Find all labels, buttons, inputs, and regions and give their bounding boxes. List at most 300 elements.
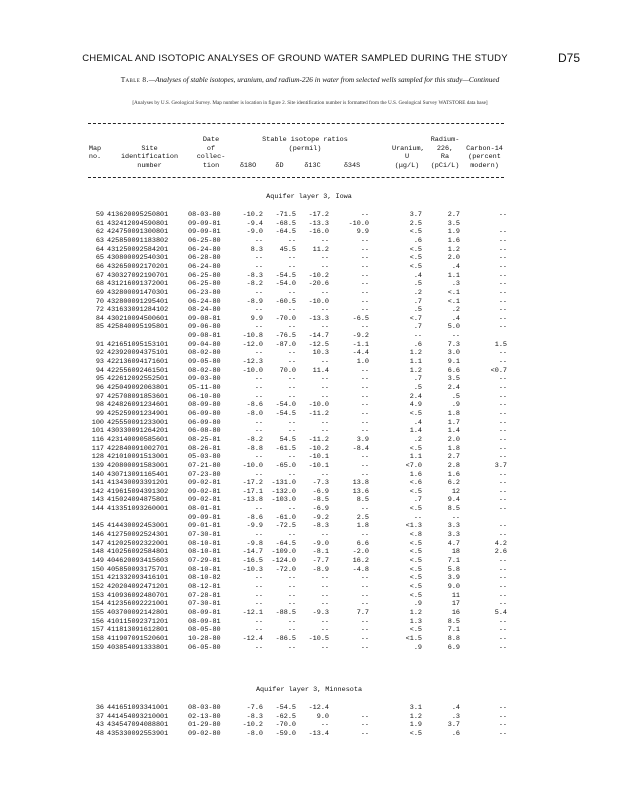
cell-uranium: 1.1 (409, 358, 422, 367)
cell-date: 08-12-81 (188, 582, 221, 591)
cell-radium: 2.4 (447, 384, 460, 392)
cell-date: 06-09-80 (188, 409, 221, 418)
cell-carbon14: -- (498, 479, 507, 488)
table-row (0, 548, 618, 556)
cell-delta-d: -- (287, 427, 296, 436)
cell-date: 08-09-80 (188, 401, 221, 410)
cell-delta-c13: -8.3 (312, 522, 329, 531)
cell-site-id: 419615094391302 (107, 487, 169, 496)
cell-radium: 1.7 (447, 418, 460, 427)
cell-map-no: 61 (95, 219, 104, 228)
cell-site-id: 410936092480701 (107, 591, 169, 600)
cell-site-id: 404620093415603 (107, 557, 169, 565)
cell-date: 09-06-80 (188, 323, 221, 332)
cell-date: 08-02-80 (188, 366, 221, 375)
cell-delta-s34: 9.9 (356, 228, 369, 237)
cell-uranium: 1.2 (409, 366, 422, 375)
cell-map-no: 48 (95, 730, 104, 739)
cell-map-no: 66 (95, 262, 104, 271)
cell-radium: 5.8 (447, 565, 460, 574)
cell-uranium: <.5 (409, 574, 422, 583)
cell-delta-c13: -- (320, 254, 329, 263)
cell-date: 07-30-81 (188, 531, 221, 540)
cell-delta-s34: -- (360, 582, 369, 591)
cell-delta-o18: -- (254, 349, 263, 358)
cell-delta-s34: 7.7 (356, 608, 369, 617)
cell-delta-o18: -8.0 (246, 730, 263, 739)
cell-delta-s34: -- (360, 288, 369, 297)
cell-delta-s34: -1.1 (352, 340, 369, 349)
cell-uranium: <.5 (409, 565, 422, 574)
cell-carbon14: -- (498, 418, 507, 427)
cell-delta-s34: 16.2 (352, 557, 369, 565)
cell-radium: 7.1 (447, 626, 460, 635)
cell-uranium: .4 (413, 418, 422, 427)
header-carbon14: Carbon-14 (466, 144, 503, 153)
cell-map-no: 143 (91, 496, 104, 505)
table-row (0, 557, 618, 565)
cell-map-no: 92 (95, 349, 104, 358)
cell-delta-o18: -12.4 (242, 634, 263, 643)
cell-map-no: 36 (95, 704, 104, 713)
cell-delta-d: -132.0 (271, 487, 296, 496)
cell-site-id: 413351093260001 (107, 505, 169, 514)
cell-carbon14: -- (498, 401, 507, 410)
cell-delta-s34: -4.8 (352, 565, 369, 574)
cell-radium: .9 (451, 401, 460, 410)
cell-radium: .2 (451, 306, 460, 315)
cell-uranium: <.5 (409, 245, 422, 254)
cell-delta-d: -54.5 (275, 271, 296, 280)
cell-carbon14: -- (498, 254, 507, 263)
cell-site-id: 423920094375101 (107, 349, 169, 358)
cell-carbon14: -- (498, 409, 507, 418)
cell-map-no: 99 (95, 409, 104, 418)
cell-uranium: .6 (413, 236, 422, 245)
cell-site-id: 425850091183802 (107, 236, 169, 245)
cell-delta-c13: -- (320, 392, 329, 401)
table-row (0, 531, 618, 539)
page-header (40, 53, 580, 67)
cell-delta-s34: -- (360, 712, 369, 721)
cell-delta-o18: -8.6 (246, 513, 263, 522)
cell-carbon14: -- (498, 453, 507, 462)
cell-delta-c13: 10.3 (312, 349, 329, 358)
cell-delta-c13: -- (320, 288, 329, 297)
cell-delta-c13: -- (320, 574, 329, 583)
cell-delta-c13: -6.9 (312, 487, 329, 496)
cell-site-id: 412025092322001 (107, 539, 169, 548)
header-date: Date (202, 136, 220, 144)
cell-delta-s34: -- (360, 634, 369, 643)
cell-radium: 6.6 (447, 366, 460, 375)
cell-date: 05-11-80 (188, 384, 221, 392)
cell-map-no: 67 (95, 271, 104, 280)
cell-carbon14: -- (498, 600, 507, 609)
cell-delta-o18: -- (254, 574, 263, 583)
cell-date: 06-09-80 (188, 418, 221, 427)
cell-date: 09-09-81 (188, 513, 221, 522)
cell-delta-d: -- (287, 531, 296, 540)
cell-radium: 2.7 (447, 211, 460, 219)
table-row (0, 289, 618, 297)
cell-delta-o18: -8.2 (246, 435, 263, 444)
cell-uranium: 1.2 (409, 712, 422, 721)
cell-delta-s34: -- (360, 254, 369, 263)
cell-map-no: 94 (95, 366, 104, 375)
cell-delta-d: -- (287, 358, 296, 367)
table-row (0, 730, 618, 738)
cell-delta-d: -- (287, 453, 296, 462)
cell-delta-o18: -- (254, 591, 263, 600)
table-row (0, 574, 618, 582)
cell-map-no: 70 (95, 297, 104, 306)
cell-date: 06-25-80 (188, 236, 221, 245)
table-row (0, 445, 618, 453)
table-row (0, 367, 618, 375)
cell-date: 07-21-80 (188, 461, 221, 470)
cell-site-id: 432800091295401 (107, 297, 169, 306)
cell-date: 06-24-80 (188, 262, 221, 271)
cell-delta-s34: -- (360, 427, 369, 436)
cell-delta-c13: -14.7 (308, 332, 329, 341)
cell-carbon14: 3.7 (494, 461, 507, 470)
cell-map-no: 95 (95, 375, 104, 384)
table-row (0, 644, 618, 652)
cell-uranium: .6 (413, 340, 422, 349)
cell-delta-d: -- (287, 626, 296, 635)
cell-delta-d: -- (287, 254, 296, 263)
table-row (0, 479, 618, 487)
cell-date: 08-09-81 (188, 617, 221, 626)
cell-site-id: 411813091612801 (107, 626, 169, 635)
cell-uranium: 1.2 (409, 608, 422, 617)
cell-radium: 4.7 (447, 539, 460, 548)
cell-date: 07-29-81 (188, 557, 221, 565)
cell-radium: 1.1 (447, 271, 460, 280)
table-row (0, 471, 618, 479)
table-row (0, 393, 618, 401)
header-radium: Ra (440, 153, 450, 161)
cell-delta-s34: -8.4 (352, 444, 369, 453)
cell-map-no: 69 (95, 288, 104, 297)
cell-delta-o18: -17.2 (242, 479, 263, 488)
cell-carbon14: -- (498, 349, 507, 358)
cell-delta-o18: -8.8 (246, 444, 263, 453)
cell-delta-c13: -- (320, 470, 329, 479)
cell-delta-c13: -8.5 (312, 496, 329, 505)
cell-delta-d: -65.0 (275, 461, 296, 470)
cell-site-id: 422136094171601 (107, 358, 169, 367)
cell-site-id: 415024094875801 (107, 496, 169, 505)
cell-delta-d: -- (287, 574, 296, 583)
header-radium: (pCi/L) (430, 161, 460, 170)
cell-delta-c13: -- (320, 591, 329, 600)
cell-delta-d: -- (287, 617, 296, 626)
cell-carbon14: -- (498, 323, 507, 332)
cell-delta-o18: -8.3 (246, 271, 263, 280)
header-radium: 226, (436, 144, 454, 153)
cell-date: 09-02-80 (188, 730, 221, 739)
cell-radium: 7.1 (447, 557, 460, 565)
cell-delta-d: -59.0 (275, 730, 296, 739)
cell-radium: 6.9 (447, 643, 460, 652)
cell-delta-d: -70.0 (275, 721, 296, 730)
cell-delta-c13: -- (320, 236, 329, 245)
header-site: identification (120, 153, 179, 161)
cell-delta-s34: 3.9 (356, 435, 369, 444)
cell-radium: <.1 (447, 288, 460, 297)
cell-delta-c13: -- (320, 427, 329, 436)
cell-map-no: 154 (91, 600, 104, 609)
cell-delta-c13: -9.2 (312, 513, 329, 522)
cell-site-id: 430327092190701 (107, 271, 169, 280)
cell-delta-s34: -10.0 (348, 219, 369, 228)
cell-delta-c13: -- (320, 358, 329, 367)
cell-delta-o18: -- (254, 236, 263, 245)
cell-date: 10-28-80 (188, 634, 221, 643)
cell-date: 02-13-80 (188, 712, 221, 721)
cell-delta-o18: -17.1 (242, 487, 263, 496)
cell-delta-c13: -9.3 (312, 608, 329, 617)
cell-delta-o18: -- (254, 617, 263, 626)
cell-delta-d: -- (287, 262, 296, 271)
cell-site-id: 430330091264201 (107, 427, 169, 436)
cell-delta-o18: -10.0 (242, 366, 263, 375)
cell-delta-d: -61.0 (275, 513, 296, 522)
cell-delta-d: -88.5 (275, 608, 296, 617)
cell-delta-d: -54.0 (275, 280, 296, 289)
cell-delta-c13: -13.3 (308, 219, 329, 228)
cell-uranium: <.5 (409, 262, 422, 271)
cell-delta-d: -- (287, 643, 296, 652)
cell-site-id: 413620095250801 (107, 211, 169, 219)
cell-site-id: 421010091513001 (107, 453, 169, 462)
cell-radium: .3 (451, 280, 460, 289)
cell-delta-d: -70.0 (275, 314, 296, 323)
cell-delta-o18: -- (254, 427, 263, 436)
cell-delta-o18: -- (254, 643, 263, 652)
cell-delta-s34: -- (360, 505, 369, 514)
cell-delta-o18: -- (254, 453, 263, 462)
cell-delta-c13: -13.3 (308, 314, 329, 323)
cell-delta-s34: -- (360, 323, 369, 332)
cell-delta-o18: -9.4 (246, 219, 263, 228)
header-carbon14: modern) (470, 161, 499, 170)
cell-carbon14: -- (498, 375, 507, 384)
cell-delta-s34: -- (360, 409, 369, 418)
cell-map-no: 159 (91, 643, 104, 652)
cell-delta-d: -103.0 (271, 496, 296, 505)
table-row (0, 298, 618, 306)
table-row (0, 358, 618, 366)
header-uranium: Uranium, (392, 144, 425, 153)
cell-delta-c13: -- (320, 323, 329, 332)
cell-delta-d: -54.0 (275, 401, 296, 410)
cell-date: 08-02-80 (188, 349, 221, 358)
cell-date: 08-03-80 (188, 211, 221, 219)
cell-site-id: 403854091333801 (107, 643, 169, 652)
cell-delta-o18: -12.0 (242, 340, 263, 349)
cell-delta-o18: -8.0 (246, 409, 263, 418)
table-row (0, 263, 618, 271)
cell-uranium: .7 (413, 323, 422, 332)
cell-site-id: 425049092063801 (107, 384, 169, 392)
table-row (0, 488, 618, 496)
cell-carbon14: -- (498, 617, 507, 626)
table-caption-lead: Table 8. (120, 75, 149, 84)
cell-delta-o18: -16.5 (242, 557, 263, 565)
cell-delta-c13: -17.2 (308, 211, 329, 219)
cell-delta-d: -72.5 (275, 522, 296, 531)
cell-map-no: 140 (91, 470, 104, 479)
cell-map-no: 139 (91, 461, 104, 470)
table-row (0, 514, 618, 522)
cell-delta-o18: -7.6 (246, 704, 263, 713)
cell-delta-s34: 1.8 (356, 522, 369, 531)
cell-site-id: 411907091520601 (107, 634, 169, 643)
cell-map-no: 97 (95, 392, 104, 401)
cell-site-id: 441651093341001 (107, 704, 169, 713)
cell-carbon14: -- (498, 626, 507, 635)
cell-site-id: 430800092540301 (107, 254, 169, 263)
cell-delta-d: -109.0 (271, 548, 296, 557)
cell-delta-s34: -6.5 (352, 314, 369, 323)
cell-date: 08-10-81 (188, 565, 221, 574)
cell-delta-o18: -10.2 (242, 211, 263, 219)
cell-carbon14: 4.2 (494, 539, 507, 548)
cell-radium: 1.6 (447, 470, 460, 479)
cell-radium: 1.8 (447, 409, 460, 418)
cell-site-id: 431250092584201 (107, 245, 169, 254)
cell-date: 06-24-80 (188, 297, 221, 306)
cell-uranium: 1.9 (409, 721, 422, 730)
header-stable-isotopes: Stable isotope ratios (262, 136, 348, 144)
cell-carbon14: -- (498, 228, 507, 237)
cell-radium: 1.4 (447, 427, 460, 436)
cell-uranium: <1.5 (405, 634, 422, 643)
cell-map-no: 152 (91, 582, 104, 591)
cell-uranium: .9 (413, 643, 422, 652)
cell-carbon14: -- (498, 712, 507, 721)
table-row (0, 419, 618, 427)
cell-carbon14: -- (498, 730, 507, 739)
cell-map-no: 142 (91, 487, 104, 496)
cell-date: 08-10-81 (188, 539, 221, 548)
table-row (0, 496, 618, 504)
cell-radium: 7.3 (447, 340, 460, 349)
cell-carbon14: -- (498, 271, 507, 280)
table-header-rule (88, 177, 504, 178)
cell-delta-c13: -7.3 (312, 479, 329, 488)
cell-uranium: 3.1 (409, 704, 422, 713)
table-row (0, 566, 618, 574)
cell-delta-c13: -- (320, 617, 329, 626)
cell-radium: 6.2 (447, 479, 460, 488)
cell-delta-d: -71.5 (275, 211, 296, 219)
header-date: of (206, 144, 216, 153)
cell-delta-s34: 8.5 (356, 496, 369, 505)
cell-delta-o18: -8.3 (246, 712, 263, 721)
table-row (0, 522, 618, 530)
cell-uranium: <.5 (409, 557, 422, 565)
cell-date: 08-26-81 (188, 444, 221, 453)
cell-delta-o18: -8.6 (246, 401, 263, 410)
cell-date: 09-03-80 (188, 375, 221, 384)
cell-delta-c13: -10.2 (308, 271, 329, 280)
cell-uranium: <.5 (409, 730, 422, 739)
cell-uranium: <.7 (409, 314, 422, 323)
cell-delta-o18: -- (254, 288, 263, 297)
cell-delta-o18: -9.0 (246, 228, 263, 237)
cell-delta-o18: -- (254, 384, 263, 392)
cell-delta-s34: 2.5 (356, 513, 369, 522)
cell-uranium: <.5 (409, 582, 422, 591)
cell-delta-c13: -10.5 (308, 634, 329, 643)
cell-uranium: 1.4 (409, 427, 422, 436)
cell-delta-o18: -- (254, 306, 263, 315)
cell-uranium: 1.6 (409, 470, 422, 479)
cell-delta-c13: -12.4 (308, 704, 329, 713)
cell-map-no: 63 (95, 236, 104, 245)
header-delta-c13: δ13C (304, 161, 321, 170)
cell-site-id: 421332093416101 (107, 574, 169, 583)
cell-date: 09-02-81 (188, 479, 221, 488)
cell-delta-d: -86.5 (275, 634, 296, 643)
cell-delta-o18: -- (254, 254, 263, 263)
cell-delta-d: -54.5 (275, 704, 296, 713)
header-date: tion (202, 161, 220, 170)
table-row (0, 626, 618, 634)
cell-delta-s34: -- (360, 384, 369, 392)
cell-date: 08-01-81 (188, 505, 221, 514)
cell-date: 06-08-80 (188, 427, 221, 436)
cell-date: 09-02-81 (188, 496, 221, 505)
cell-delta-d: -- (287, 418, 296, 427)
cell-delta-d: -- (287, 323, 296, 332)
cell-carbon14: -- (498, 721, 507, 730)
cell-uranium: 4.9 (409, 401, 422, 410)
cell-site-id: 405850093175701 (107, 565, 169, 574)
cell-radium: -- (451, 332, 460, 341)
cell-site-id: 420800091583001 (107, 461, 169, 470)
cell-uranium: <1.3 (405, 522, 422, 531)
cell-delta-s34: -- (360, 721, 369, 730)
cell-date: 09-08-81 (188, 332, 221, 341)
cell-carbon14: -- (498, 358, 507, 367)
cell-delta-s34: -- (360, 730, 369, 739)
cell-delta-s34: -4.4 (352, 349, 369, 358)
cell-map-no: 148 (91, 548, 104, 557)
table-caption-continued: Continued (468, 75, 500, 84)
cell-carbon14: -- (498, 557, 507, 565)
table-row (0, 315, 618, 323)
cell-date: 06-10-80 (188, 392, 221, 401)
cell-delta-o18: -- (254, 531, 263, 540)
table-row (0, 341, 618, 349)
cell-date: 09-02-81 (188, 487, 221, 496)
cell-site-id: 410256092584801 (107, 548, 169, 557)
cell-delta-c13: -- (320, 375, 329, 384)
cell-uranium: <.6 (409, 479, 422, 488)
cell-delta-c13: -10.0 (308, 401, 329, 410)
cell-map-no: 59 (95, 211, 104, 219)
cell-delta-c13: -9.0 (312, 539, 329, 548)
cell-delta-d: -- (287, 392, 296, 401)
cell-date: 07-30-81 (188, 600, 221, 609)
header-delta-o18: δ18O (239, 161, 257, 170)
cell-uranium: <.5 (409, 409, 422, 418)
